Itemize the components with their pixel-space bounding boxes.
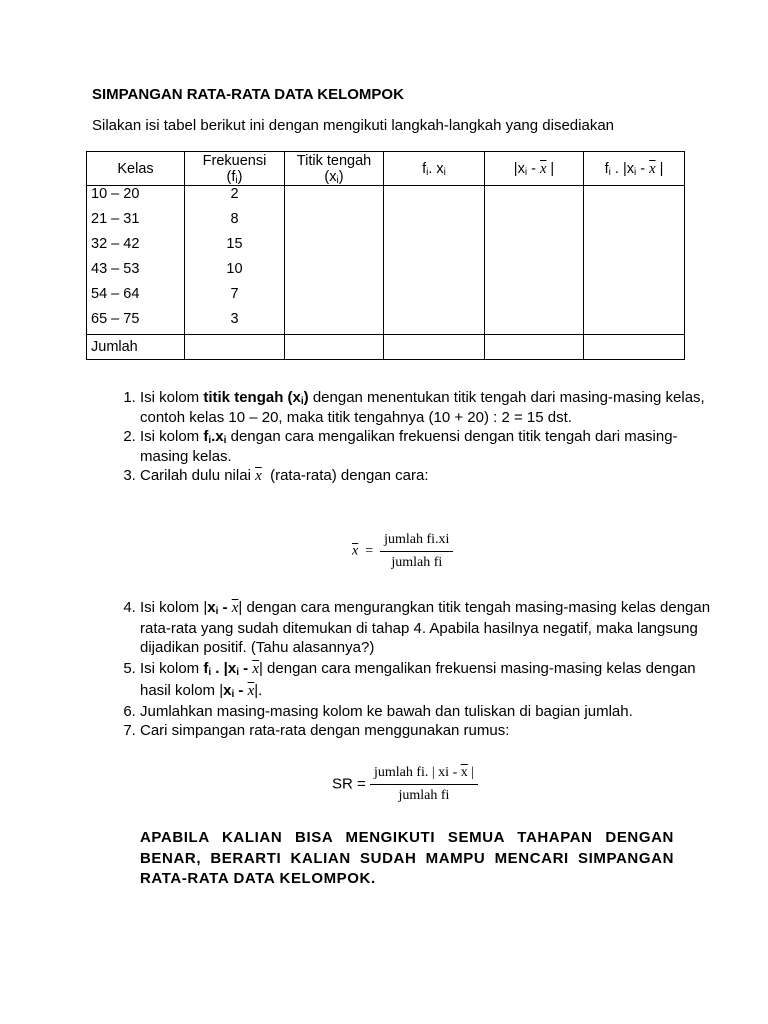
cell-f-deviation[interactable] — [584, 206, 685, 231]
cell-jumlah-label: Jumlah — [87, 335, 185, 360]
step-4-keyword-minus: - — [218, 599, 232, 616]
cell-titik-tengah[interactable] — [285, 206, 384, 231]
header-frekuensi-label: Frekuensi — [202, 152, 267, 169]
step-5-keyword-x2: x — [223, 681, 232, 699]
cell-f-deviation[interactable] — [584, 281, 685, 306]
header-dev-c: | — [546, 160, 555, 177]
header-f-deviation — [584, 152, 685, 186]
header-fdev-c: - — [636, 160, 650, 177]
header-fixi-x: . x — [428, 160, 444, 177]
cell-kelas: 65 – 75 — [87, 306, 185, 335]
table-row — [87, 186, 685, 207]
cell-frekuensi: 2 — [185, 186, 285, 207]
step-7: 7. Cari simpangan rata-rata dengan menggunakan rumus: — [140, 721, 720, 741]
step-2-sub2: i — [223, 435, 227, 446]
cell-fixi[interactable] — [384, 256, 485, 281]
step-4-mean-symbol: $\overline{x}$ — [231, 600, 239, 616]
step-2-keyword-x: .x — [211, 428, 224, 445]
mean-formula — [352, 532, 453, 571]
sr-formula-numerator — [370, 765, 478, 785]
step-5-mean-symbol-2: $\overline{x}$ — [247, 682, 255, 699]
step-5-text-e: | dengan cara mengalikan frekuensi masing-masing kelas dengan hasil kolom | — [140, 659, 696, 699]
step-5-mean-symbol: $\overline{x}$ — [252, 660, 259, 677]
step-5-text-a: Isi kolom — [140, 659, 204, 677]
cell-deviation[interactable] — [485, 186, 584, 207]
step-3 — [140, 466, 720, 487]
cell-frekuensi: 15 — [185, 231, 285, 256]
page-title: SIMPANGAN RATA-RATA DATA KELOMPOK — [92, 86, 404, 103]
step-1-text-a: Isi kolom — [140, 389, 204, 406]
step-5-keyword-f: f — [203, 659, 209, 677]
cell-titik-tengah[interactable] — [285, 256, 384, 281]
header-dev-sub: i — [524, 166, 528, 178]
cell-kelas: 54 – 64 — [87, 281, 185, 306]
header-fdev-mean: $\overline{x}$ — [649, 160, 656, 177]
header-fdev-sub2: i — [634, 166, 637, 178]
cell-kelas: 21 – 31 — [87, 206, 185, 231]
cell-fixi[interactable] — [384, 231, 485, 256]
intro-text: Silakan isi tabel berikut ini dengan mengikuti langkah-langkah yang disediakan — [92, 117, 615, 134]
header-titik-label: Titik tengah — [296, 152, 372, 169]
sr-formula-numerator-a: jumlah fi. | xi - — [373, 765, 461, 780]
cell-jumlah-f-deviation[interactable] — [584, 335, 685, 360]
instruction-list-continued — [92, 598, 720, 741]
header-fdev-sub: i — [608, 166, 611, 178]
cell-jumlah-titik[interactable] — [285, 335, 384, 360]
step-5-sub2: i — [236, 666, 239, 678]
sr-formula-denominator: jumlah fi — [398, 788, 450, 803]
sr-formula-numerator-b: | — [467, 765, 475, 780]
header-fdev-d: | — [655, 160, 664, 177]
step-2-text-d: dengan cara mengalikan frekuensi dengan titik tengah dari masing-masing kelas. — [140, 428, 678, 465]
step-4 — [140, 598, 720, 658]
step-4-text-d: | dengan cara mengurangkan titik tengah masing-masing kelas dengan rata-rata yang sudah ditemukan di tahap 4. Apabila hasilnya negatif, maka langsung dijadikan positif. (Tahu alasannya?) — [140, 599, 711, 656]
cell-deviation[interactable] — [485, 231, 584, 256]
sr-formula-fraction — [370, 765, 478, 804]
table-row — [87, 281, 685, 306]
cell-jumlah-fixi[interactable] — [384, 335, 485, 360]
header-titik-sub: i — [336, 174, 339, 186]
step-1-keyword-c: ) — [303, 389, 309, 406]
cell-frekuensi: 8 — [185, 206, 285, 231]
cell-frekuensi: 10 — [185, 256, 285, 281]
step-5 — [140, 658, 720, 702]
step-5-sub: i — [208, 666, 212, 678]
step-5-keyword — [203, 660, 252, 677]
sr-formula-mean-symbol: $\overline{x}$ — [460, 765, 468, 780]
mean-formula-numerator: jumlah fi.xi — [380, 532, 453, 552]
cell-fixi[interactable] — [384, 186, 485, 207]
instruction-list — [92, 388, 720, 503]
step-5-text-h: |. — [254, 681, 263, 699]
cell-titik-tengah[interactable] — [285, 186, 384, 207]
step-3-text-a: Carilah dulu nilai — [140, 467, 256, 484]
cell-fixi[interactable] — [384, 281, 485, 306]
cell-titik-tengah[interactable] — [285, 306, 384, 335]
step-4-keyword-x: x — [207, 599, 216, 616]
table-header-row — [87, 152, 685, 186]
step-1 — [140, 388, 720, 427]
table-row — [87, 206, 685, 231]
table-row — [87, 306, 685, 335]
sr-formula-lhs: SR = — [332, 775, 366, 793]
cell-f-deviation[interactable] — [584, 256, 685, 281]
cell-jumlah-deviation[interactable] — [485, 335, 584, 360]
step-2-sub: i — [208, 435, 212, 446]
table-row — [87, 231, 685, 256]
header-fixi — [384, 152, 485, 186]
cell-deviation[interactable] — [485, 306, 584, 335]
sr-formula — [332, 765, 478, 804]
header-dev-b: - — [527, 160, 540, 177]
closing-statement: APABILA KALIAN BISA MENGIKUTI SEMUA TAHAPAN DENGAN BENAR, BERARTI KALIAN SUDAH MAMPU MENCARI SIMPANGAN RATA-RATA DATA KELOMPOK. — [140, 829, 674, 887]
step-4-keyword — [207, 599, 231, 616]
cell-fixi[interactable] — [384, 206, 485, 231]
frequency-table — [86, 151, 685, 360]
step-2 — [140, 427, 720, 466]
header-fdev-b: . |x — [610, 160, 634, 177]
header-fixi-xsub: i — [443, 166, 446, 178]
step-5-keyword-minus: - — [238, 659, 253, 677]
cell-kelas: 32 – 42 — [87, 231, 185, 256]
step-3-text-b: (rata-rata) dengan cara: — [261, 467, 429, 484]
header-frekuensi-symbol: f — [231, 168, 236, 185]
cell-deviation[interactable] — [485, 281, 584, 306]
cell-f-deviation[interactable] — [584, 231, 685, 256]
header-fdev-a: f — [604, 160, 609, 177]
step-5-keyword-2 — [223, 682, 247, 699]
mean-formula-denominator: jumlah fi — [391, 555, 443, 570]
header-titik-tengah: Titik tengah $(x_i)$ — [285, 152, 384, 186]
header-fixi-sub: i — [426, 166, 429, 178]
step-4-sub: i — [215, 606, 219, 617]
cell-kelas: 10 – 20 — [87, 186, 185, 207]
step-5-keyword-x: . |x — [211, 659, 237, 677]
step-1-sub: i — [300, 396, 304, 407]
header-frekuensi-sub: i — [235, 174, 238, 186]
cell-f-deviation[interactable] — [584, 186, 685, 207]
header-fixi-f: f — [422, 160, 427, 177]
header-deviation — [485, 152, 584, 186]
cell-frekuensi: 7 — [185, 281, 285, 306]
step-5-keyword-minus2: - — [234, 681, 248, 699]
cell-kelas: 43 – 53 — [87, 256, 185, 281]
table-row — [87, 256, 685, 281]
step-2-text-a: Isi kolom — [140, 428, 204, 445]
header-dev-mean: $\overline{x}$ — [539, 160, 547, 177]
mean-formula-fraction — [380, 532, 453, 571]
header-dev-a: |x — [513, 160, 525, 177]
header-frekuensi: Frekuensi $(f_i)$ — [185, 152, 285, 186]
table-total-row — [87, 335, 685, 360]
header-titik-symbol: x — [329, 168, 337, 185]
cell-deviation[interactable] — [485, 256, 584, 281]
cell-f-deviation[interactable] — [584, 306, 685, 335]
cell-deviation[interactable] — [485, 206, 584, 231]
step-6: 6. Jumlahkan masing-masing kolom ke bawah dan tuliskan di bagian jumlah. — [140, 702, 720, 722]
step-2-keyword — [203, 428, 226, 445]
cell-titik-tengah[interactable] — [285, 231, 384, 256]
step-1-keyword-a: titik tengah (x — [203, 389, 301, 406]
step-4-text-a: Isi kolom | — [140, 599, 208, 616]
mean-formula-equals: = — [365, 543, 374, 559]
step-1-keyword — [203, 389, 308, 406]
header-kelas: Kelas — [87, 152, 185, 186]
step-3-mean-symbol: $\overline{x}$ — [255, 468, 262, 484]
step-5-sub3: i — [231, 688, 235, 700]
cell-titik-tengah[interactable] — [285, 281, 384, 306]
cell-frekuensi: 3 — [185, 306, 285, 335]
step-1-text-d: dengan menentukan titik tengah dari masing-masing kelas, contoh kelas 10 – 20, maka titik tengahnya (10 + 20) : 2 = 15 dst. — [140, 389, 705, 426]
mean-formula-lhs: $\overline{x}$ — [352, 543, 359, 559]
step-2-keyword-f: f — [203, 428, 209, 445]
cell-fixi[interactable] — [384, 306, 485, 335]
cell-jumlah-frekuensi[interactable] — [185, 335, 285, 360]
